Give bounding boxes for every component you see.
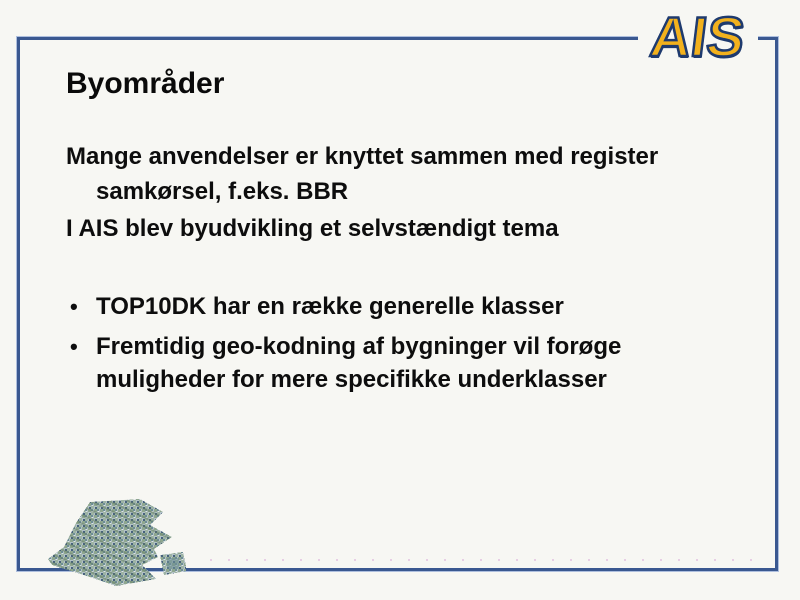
list-item: [66, 290, 726, 323]
slide-body: [66, 139, 726, 396]
bullet-list: [66, 290, 726, 396]
list-item: [66, 330, 726, 396]
ais-logo: [638, 6, 758, 66]
bullet-line: muligheder for mere specifikke underklasser: [96, 366, 607, 393]
bullet-text: [96, 290, 726, 323]
paragraph-line: I AIS blev byudvikling et selvstændigt tema: [66, 215, 559, 242]
bullet-text: [96, 330, 726, 396]
ais-logo-text: AIS: [647, 4, 749, 68]
bullet-icon: •: [70, 334, 78, 359]
bullet-line: Fremtidig geo-kodning af bygninger vil forøge: [96, 333, 622, 360]
bullet-icon: •: [70, 294, 78, 319]
paragraph: [66, 139, 726, 209]
paragraph: [66, 211, 726, 246]
paragraph-line: Mange anvendelser er knyttet sammen med register: [66, 143, 659, 170]
paragraph-line: samkørsel, f.eks. BBR: [96, 178, 349, 205]
slide-title: Byområder: [66, 67, 225, 100]
bullet-line: TOP10DK har en række generelle klasser: [96, 293, 564, 320]
map-graphic: [46, 497, 186, 590]
scan-dither-artifact: [210, 559, 765, 561]
